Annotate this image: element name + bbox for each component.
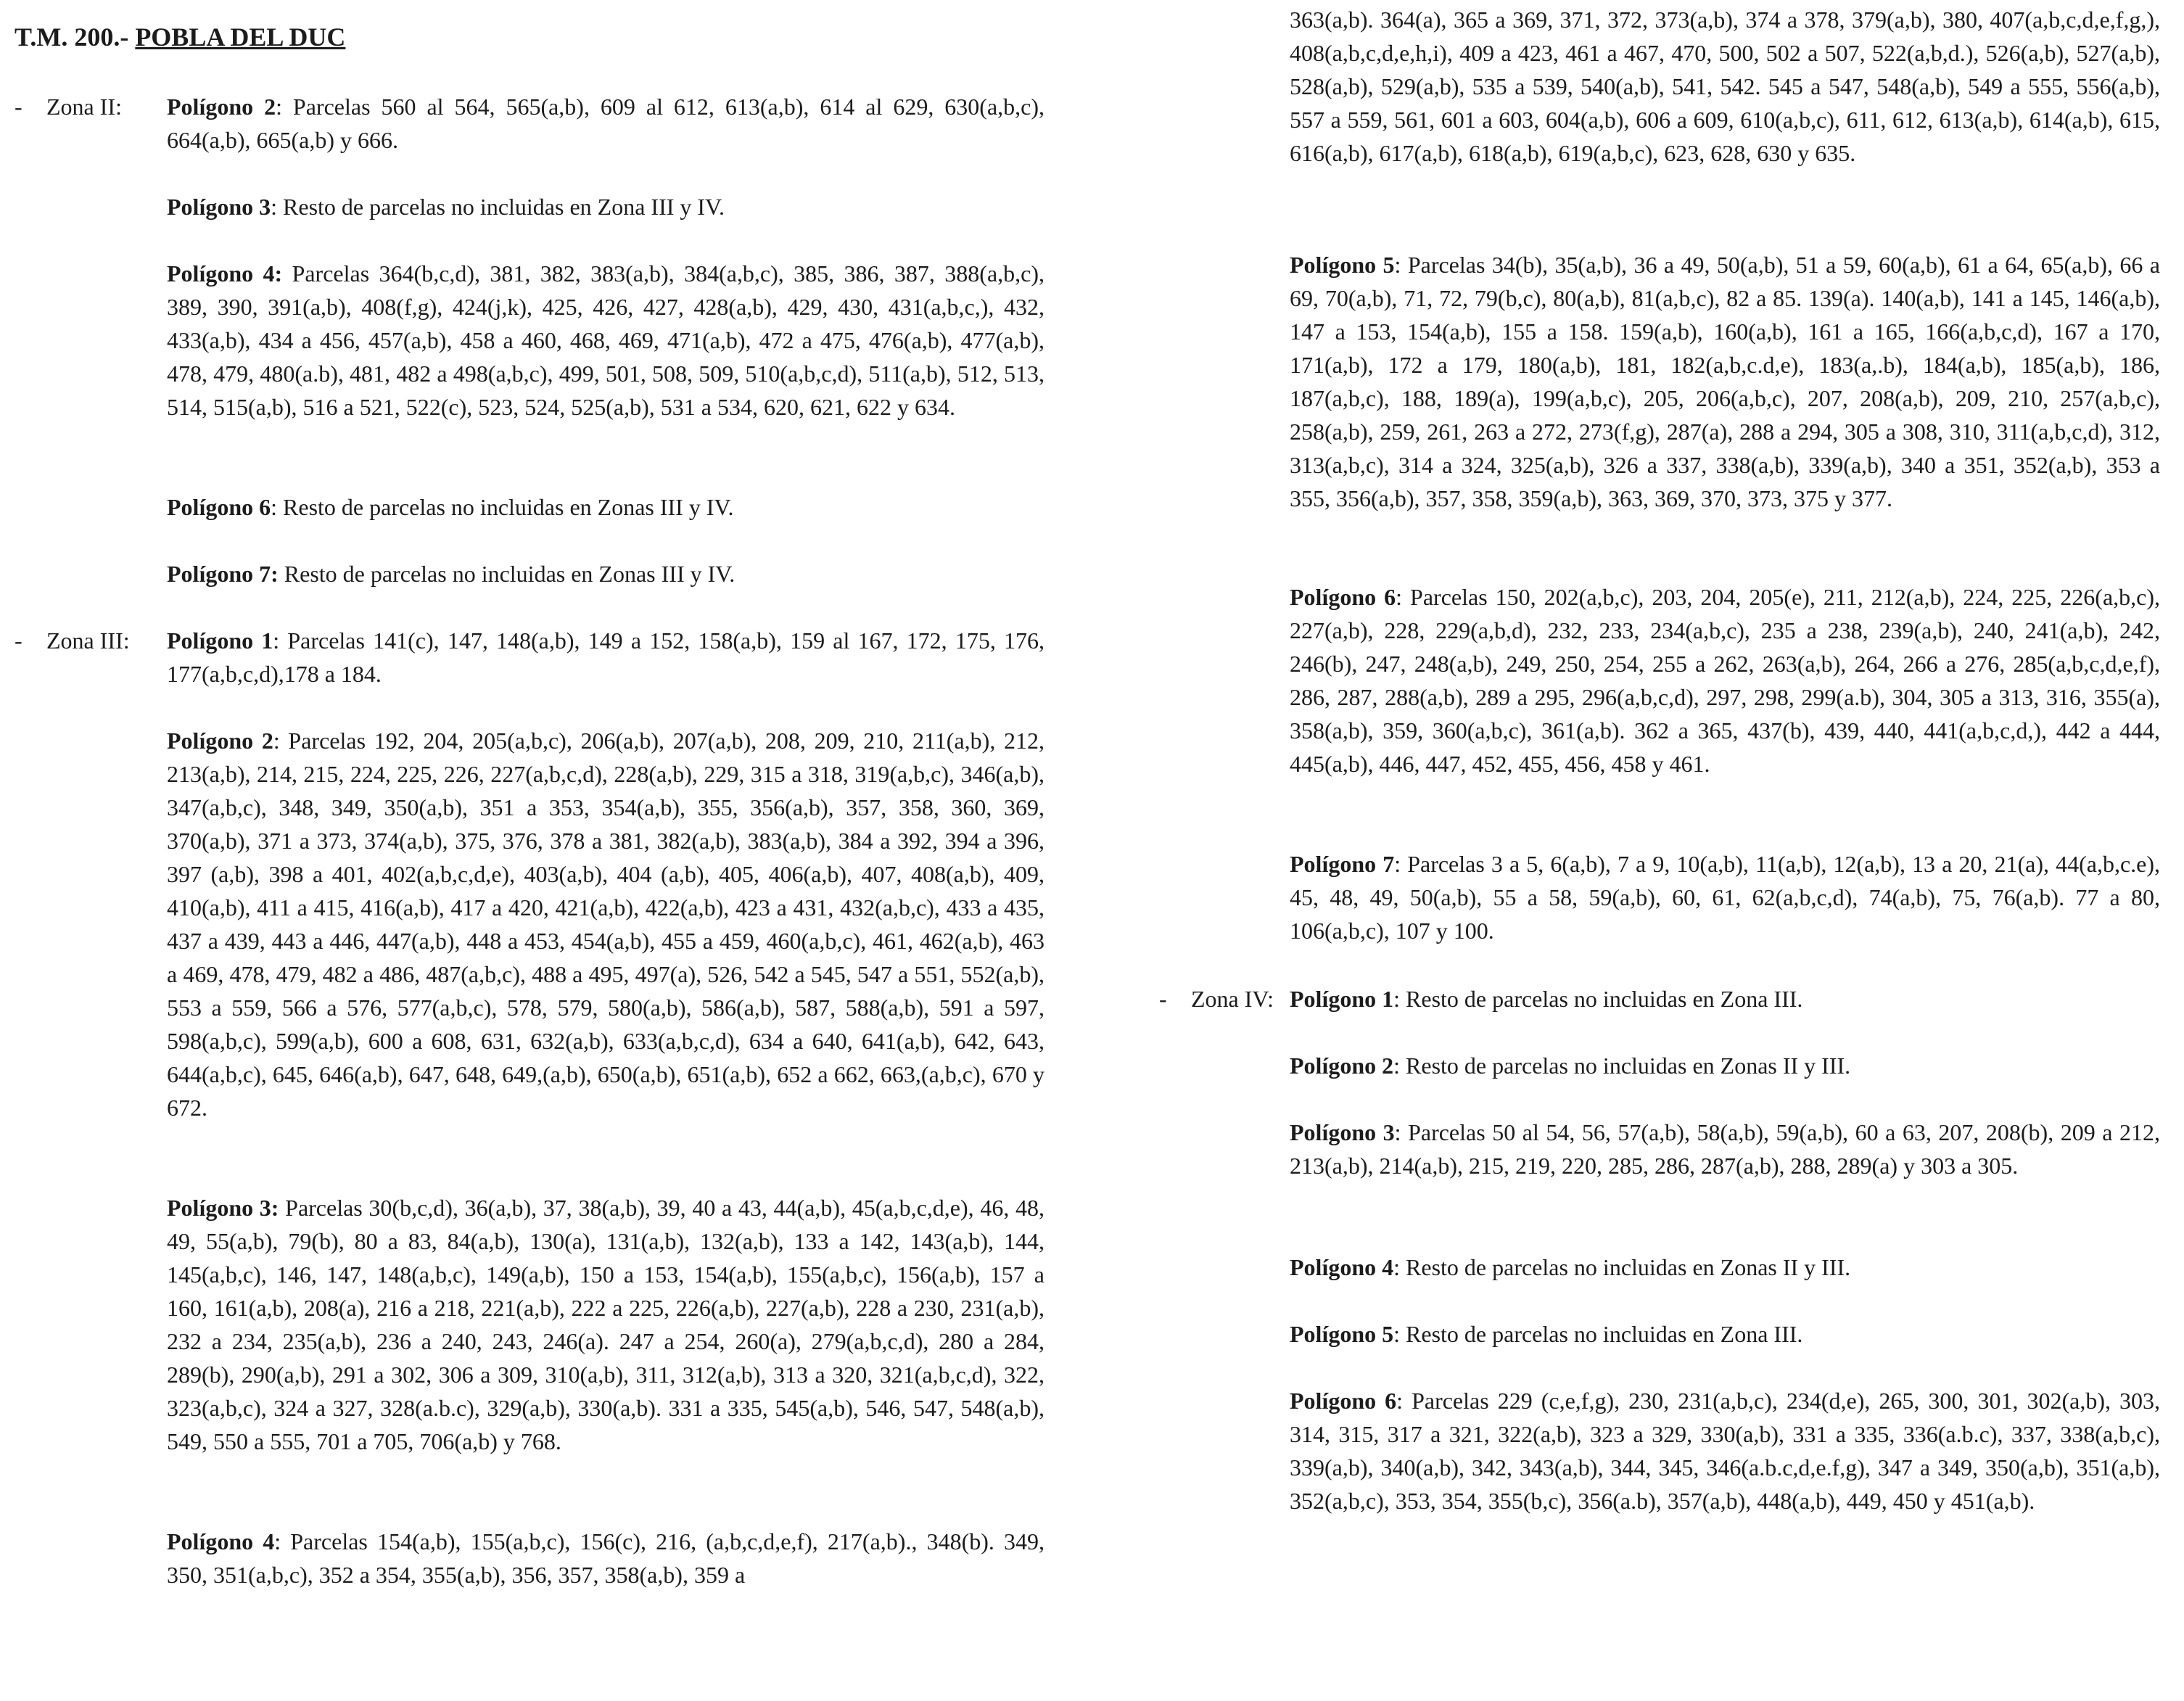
zona-4-label: - Zona IV:	[1159, 986, 1274, 1012]
zona-3-poligono-5: Polígono 5: Parcelas 34(b), 35(a,b), 36 a 49, 50(a,b), 51 a 59, 60(a,b), 61 a 64, 65(a,b), 66 a 69, 70(a,b), 71, 72, 79(b,c), 80(a,b), 81(a,b,c), 82 a 85. 139(a). 140(a,b), 141 a 145, 146(a,b), 147 a 153, 154(a,b), 155 a 158. 159(a,b), 160(a,b), 161 a 165, 166(a,b,c,d), 167 a 170, 171(a,b), 172 a 179, 180(a,b), 181, 182(a,b,c.d,e), 183(a,.b), 184(a,b), 185(a,b), 186, 187(a,b,c), 188, 189(a), 199(a,b,c), 205, 206(a,b,c), 207, 208(a,b), 209, 210, 257(a,b,c), 258(a,b), 259, 261, 263 a 272, 273(f,g), 287(a), 288 a 294, 305 a 308, 310, 311(a,b,c,d), 312, 313(a,b,c), 314 a 324, 325(a,b), 326 a 337, 338(a,b), 339(a,b), 340 a 351, 352(a,b), 353 a 355, 356(a,b), 357, 358, 359(a,b), 363, 369, 370, 373, 375 y 377.	[1290, 252, 2161, 511]
zona-3-poligono-2: Polígono 2: Parcelas 192, 204, 205(a,b,c), 206(a,b), 207(a,b), 208, 209, 210, 211(a,b), 212, 213(a,b), 214, 215, 224, 225, 226, 227(a,b,c,d), 228(a,b), 229, 315 a 318, 319(a,b,c), 346(a,b), 347(a,b,c), 348, 349, 350(a,b), 351 a 353, 354(a,b), 355, 356(a,b), 357, 358, 360, 369, 370(a,b), 371 a 373, 374(a,b), 375, 376, 378 a 381, 382(a,b), 383(a,b), 384 a 392, 394 a 396, 397 (a,b), 398 a 401, 402(a,b,c,d,e), 403(a,b), 404 (a,b), 405, 406(a,b), 407, 408(a,b), 409, 410(a,b), 411 a 415, 416(a,b), 417 a 420, 421(a,b), 422(a,b), 423 a 431, 432(a,b,c), 433 a 435, 437 a 439, 443 a 446, 447(a,b), 448 a 453, 454(a,b), 455 a 459, 460(a,b,c), 461, 462(a,b), 463 a 469, 478, 479, 482 a 486, 487(a,b,c), 488 a 495, 497(a), 526, 542 a 545, 547 a 551, 552(a,b), 553 a 559, 566 a 576, 577(a,b,c), 578, 579, 580(a,b), 586(a,b), 587, 588(a,b), 591 a 597, 598(a,b,c), 599(a,b), 600 a 608, 631, 632(a,b), 633(a,b,c,d), 634 a 640, 641(a,b), 642, 643, 644(a,b,c), 645, 646(a,b), 647, 648, 649,(a,b), 650(a,b), 651(a,b), 652 a 662, 663,(a,b,c), 670 y 672.	[167, 728, 1045, 1121]
zona-2-poligono-6: Polígono 6: Resto de parcelas no incluidas en Zonas III y IV.	[167, 494, 734, 520]
zona-2-poligono-3: Polígono 3: Resto de parcelas no incluidas en Zona III y IV.	[167, 194, 725, 220]
zona-4-poligono-2: Polígono 2: Resto de parcelas no incluidas en Zonas II y III.	[1290, 1053, 1851, 1079]
zona-4-poligono-6: Polígono 6: Parcelas 229 (c,e,f,g), 230, 231(a,b,c), 234(d,e), 265, 300, 301, 302(a,b), 303, 314, 315, 317 a 321, 322(a,b), 323 a 329, 330(a,b), 331 a 335, 336(a.b.c), 337, 338(a,b,c), 339(a,b), 340(a,b), 342, 343(a,b), 344, 345, 346(a.b.c,d,e.f,g), 347 a 349, 350(a,b), 351(a,b), 352(a,b,c), 353, 354, 355(b,c), 356(a.b), 357(a,b), 448(a,b), 449, 450 y 451(a,b).	[1290, 1388, 2161, 1514]
zona-3-poligono-7: Polígono 7: Parcelas 3 a 5, 6(a,b), 7 a 9, 10(a,b), 11(a,b), 12(a,b), 13 a 20, 21(a), 44(a,b,c.e), 45, 48, 49, 50(a,b), 55 a 58, 59(a,b), 60, 61, 62(a,b,c,d), 74(a,b), 75, 76(a,b). 77 a 80, 106(a,b,c), 107 y 100.	[1290, 851, 2161, 944]
zona-2-poligono-4: Polígono 4: Parcelas 364(b,c,d), 381, 382, 383(a,b), 384(a,b,c), 385, 386, 387, 388(a,b,c), 389, 390, 391(a,b), 408(f,g), 424(j,k), 425, 426, 427, 428(a,b), 429, 430, 431(a,b,c,), 432, 433(a,b), 434 a 456, 457(a,b), 458 a 460, 468, 469, 471(a,b), 472 a 475, 476(a,b), 477(a,b), 478, 479, 480(a.b), 481, 482 a 498(a,b,c), 499, 501, 508, 509, 510(a,b,c,d), 511(a,b), 512, 513, 514, 515(a,b), 516 a 521, 522(c), 523, 524, 525(a,b), 531 a 534, 620, 621, 622 y 634.	[167, 260, 1045, 420]
zona-4-poligono-1: Polígono 1: Resto de parcelas no incluidas en Zona III.	[1290, 986, 1803, 1012]
zona-3-label: - Zona III:	[15, 627, 130, 654]
zona-2-poligono-7: Polígono 7: Resto de parcelas no incluidas en Zonas III y IV.	[167, 561, 735, 587]
zona-4-poligono-5: Polígono 5: Resto de parcelas no incluidas en Zona III.	[1290, 1321, 1803, 1347]
zona-4-poligono-3: Polígono 3: Parcelas 50 al 54, 56, 57(a,b), 58(a,b), 59(a,b), 60 a 63, 207, 208(b), 209 a 212, 213(a,b), 214(a,b), 215, 219, 220, 285, 286, 287(a,b), 288, 289(a) y 303 a 305.	[1290, 1119, 2161, 1179]
zona-2-label: - Zona II:	[15, 94, 122, 120]
zona-2-poligono-2: Polígono 2: Parcelas 560 al 564, 565(a,b), 609 al 612, 613(a,b), 614 al 629, 630(a,b,c), 664(a,b), 665(a,b) y 666.	[167, 94, 1044, 153]
zona-3-poligono-1: Polígono 1: Parcelas 141(c), 147, 148(a,b), 149 a 152, 158(a,b), 159 al 167, 172, 175, 176, 177(a,b,c,d),178 a 184.	[167, 627, 1045, 687]
document-title	[15, 20, 345, 54]
title-prefix: T.M. 200.-	[15, 22, 129, 52]
zona-3-poligono-3: Polígono 3: Parcelas 30(b,c,d), 36(a,b), 37, 38(a,b), 39, 40 a 43, 44(a,b), 45(a,b,c,d,e), 46, 48, 49, 55(a,b), 79(b), 80 a 83, 84(a,b), 130(a), 131(a,b), 132(a,b), 133 a 142, 143(a,b), 144, 145(a,b,c), 146, 147, 148(a,b,c), 149(a,b), 150 a 153, 154(a,b), 155(a,b,c), 156(a,b), 157 a 160, 161(a,b), 208(a), 216 a 218, 221(a,b), 222 a 225, 226(a,b), 227(a,b), 228 a 230, 231(a,b), 232 a 234, 235(a,b), 236 a 240, 243, 246(a). 247 a 254, 260(a), 279(a,b,c,d), 280 a 284, 289(b), 290(a,b), 291 a 302, 306 a 309, 310(a,b), 311, 312(a,b), 313 a 320, 321(a,b,c,d), 322, 323(a,b,c), 324 a 327, 328(a.b.c), 329(a,b), 330(a,b). 331 a 335, 545(a,b), 546, 547, 548(a,b), 549, 550 a 555, 701 a 705, 706(a,b) y 768.	[167, 1195, 1045, 1454]
zona-3-poligono-6: Polígono 6: Parcelas 150, 202(a,b,c), 203, 204, 205(e), 211, 212(a,b), 224, 225, 226(a,b,c), 227(a,b), 228, 229(a,b,d), 232, 233, 234(a,b,c), 235 a 238, 239(a,b), 240, 241(a,b), 242, 246(b), 247, 248(a,b), 249, 250, 254, 255 a 262, 263(a,b), 264, 266 a 276, 285(a,b,c,d,e,f), 286, 287, 288(a,b), 289 a 295, 296(a,b,c,d), 297, 298, 299(a.b), 304, 305 a 313, 316, 355(a), 358(a,b), 359, 360(a,b,c), 361(a,b). 362 a 365, 437(b), 439, 440, 441(a,b,c,d,), 442 a 444, 445(a,b), 446, 447, 452, 455, 456, 458 y 461.	[1290, 584, 2161, 777]
zona-3-poligono-4-continuation: 363(a,b). 364(a), 365 a 369, 371, 372, 373(a,b), 374 a 378, 379(a,b), 380, 407(a,b,c,d,e,f,g,), 408(a,b,c,d,e,h,i), 409 a 423, 461 a 467, 470, 500, 502 a 507, 522(a,b,d.), 526(a,b), 527(a,b), 528(a,b), 529(a,b), 535 a 539, 540(a,b), 541, 542. 545 a 547, 548(a,b), 549 a 555, 556(a,b), 557 a 559, 561, 601 a 603, 604(a,b), 606 a 609, 610(a,b,c), 611, 612, 613(a,b), 614(a,b), 615, 616(a,b), 617(a,b), 618(a,b), 619(a,b,c), 623, 628, 630 y 635.	[1290, 7, 2160, 166]
municipality-name: POBLA DEL DUC	[135, 22, 346, 52]
zona-4-poligono-4: Polígono 4: Resto de parcelas no incluidas en Zonas II y III.	[1290, 1254, 1851, 1280]
zona-3-poligono-4: Polígono 4: Parcelas 154(a,b), 155(a,b,c), 156(c), 216, (a,b,c,d,e,f), 217(a,b)., 348(b). 349, 350, 351(a,b,c), 352 a 354, 355(a,b), 356, 357, 358(a,b), 359 a	[167, 1528, 1045, 1588]
